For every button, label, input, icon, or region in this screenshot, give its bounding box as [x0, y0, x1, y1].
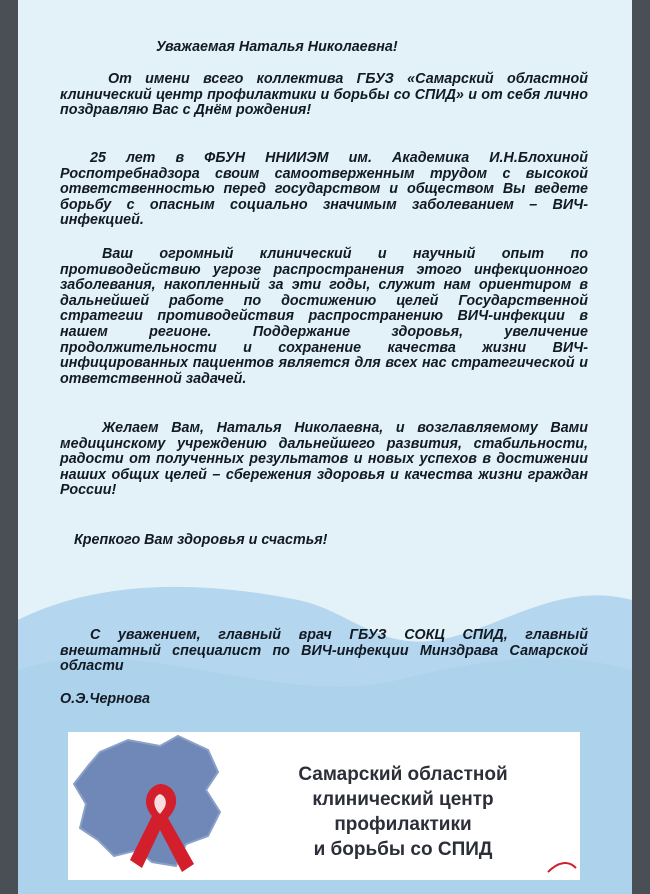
center-logo-banner	[68, 732, 580, 880]
letter-paragraph-3: Ваш огромный клинический и научный опыт по противодействию угрозе распространения этого инфекционного заболевания, накопленный за эти годы, служит нам ориентиром в дальнейшей работе по достижению целей Государственной стратегии противодействия распространению ВИЧ-инфекции в нашем регионе. Поддержание здоровья, увеличение продолжительности и сохранение качества жизни ВИЧ-инфицированных пациентов является для всех нас стратегической и ответственной задачей.	[60, 246, 588, 387]
letter-signer: О.Э.Чернова	[60, 691, 150, 707]
center-name-line-3: профилактики	[334, 814, 472, 835]
center-name-line-4: и борьбы со СПИД	[313, 839, 493, 860]
letter-greeting: Уважаемая Наталья Николаевна!	[156, 39, 398, 55]
letter-paragraph-4: Желаем Вам, Наталья Николаевна, и возглавляемому Вами медицинскому учреждению дальнейшего развития, стабильности, радости от полученных результатов и новых успехов в достижении наших общих целей – сбережения здоровья и качества жизни граждан России!	[60, 420, 588, 499]
center-name-line-2: клинический центр	[312, 789, 494, 810]
center-name	[243, 762, 563, 862]
center-name-line-1: Самарский областной	[298, 764, 508, 785]
letter-paragraph-5: Крепкого Вам здоровья и счастья!	[74, 532, 328, 548]
letter-paragraph-2: 25 лет в ФБУН ННИИЭМ им. Академика И.Н.Блохиной Роспотребнадзора своим самоотверженным трудом с высокой ответственностью перед государством и обществом Вы ведете борьбу с опасным социально значимым заболеванием – ВИЧ-инфекцией.	[60, 150, 588, 229]
letter-paragraph-1: От имени всего коллектива ГБУЗ «Самарский областной клинический центр профилактики и борьбы со СПИД» и от себя лично поздравляю Вас с Днём рождения!	[60, 71, 588, 119]
letter-signature: С уважением, главный врач ГБУЗ СОКЦ СПИД, главный внештатный специалист по ВИЧ-инфекции Минздрава Самарской области	[60, 627, 588, 675]
letter-page	[18, 0, 632, 894]
